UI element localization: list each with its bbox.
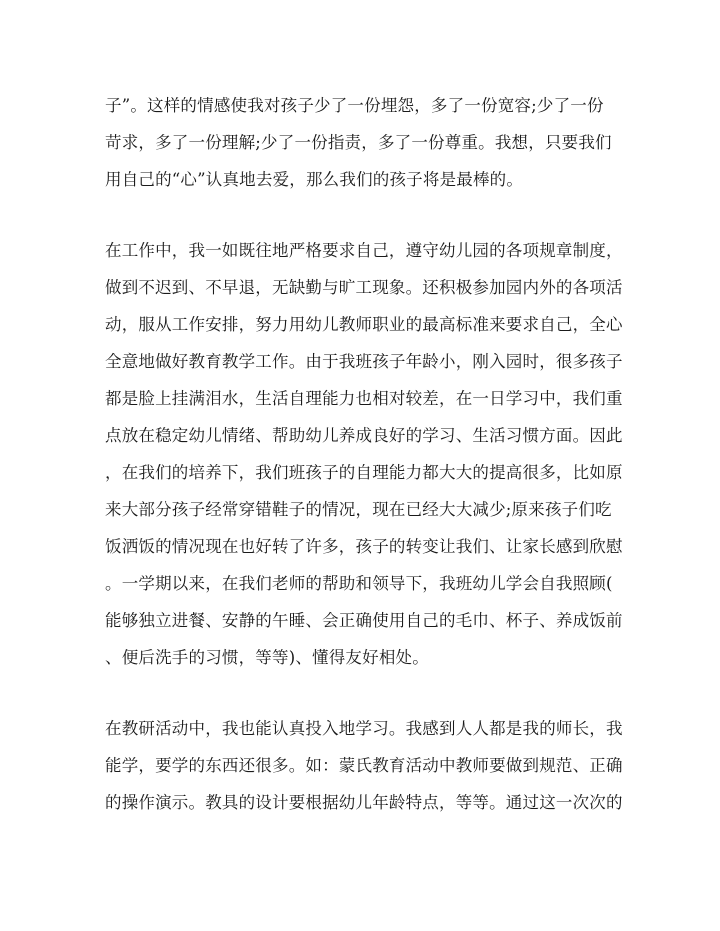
- paragraph-1-line-1: 子”。这样的情感使我对孩子少了一份埋怨，多了一份宽容;少了一份: [105, 96, 604, 115]
- paragraph-1-line-3: 用自己的“心”认真地去爱，那么我们的孩子将是最棒的。: [105, 170, 524, 189]
- paragraph-2-line-3: 动，服从工作安排，努力用幼儿教师职业的最高标准来要求自己，全心: [105, 315, 623, 334]
- paragraph-2-line-5: 都是脸上挂满泪水，生活自理能力也相对较差，在一日学习中，我们重: [105, 389, 623, 408]
- paragraph-2-line-1: 在工作中，我一如既往地严格要求自己，遵守幼儿园的各项规章制度，: [105, 241, 623, 260]
- paragraph-2-line-10: 。一学期以来，在我们老师的帮助和领导下，我班幼儿学会自我照顾(: [105, 574, 613, 593]
- paragraph-3-line-2: 能学，要学的东西还很多。如：蒙氏教育活动中教师要做到规范、正确: [105, 756, 623, 775]
- paragraph-2-line-2: 做到不迟到、不早退，无缺勤与旷工现象。还积极参加园内外的各项活: [105, 278, 623, 297]
- paragraph-1-line-2: 苛求，多了一份理解;少了一份指责，多了一份尊重。我想，只要我们: [105, 133, 612, 152]
- paragraph-2-line-4: 全意地做好教育教学工作。由于我班孩子年龄小，刚入园时，很多孩子: [105, 352, 623, 371]
- paragraph-2-line-9: 饭洒饭的情况现在也好转了许多，孩子的转变让我们、让家长感到欣慰: [105, 537, 623, 556]
- paragraph-2-line-6: 点放在稳定幼儿情绪、帮助幼儿养成良好的学习、生活习惯方面。因此: [105, 426, 623, 445]
- paragraph-2-line-7: ，在我们的培养下，我们班孩子的自理能力都大大的提高很多，比如原: [105, 463, 623, 482]
- paragraph-3-line-1: 在教研活动中，我也能认真投入地学习。我感到人人都是我的师长，我: [105, 719, 623, 738]
- paragraph-3-line-3: 的操作演示。教具的设计要根据幼儿年龄特点，等等。通过这一次次的: [105, 793, 623, 812]
- paragraph-2-line-12: 、便后洗手的习惯，等等)、懂得友好相处。: [105, 648, 429, 667]
- paragraph-2-line-8: 来大部分孩子经常穿错鞋子的情况，现在已经大大减少;原来孩子们吃: [105, 500, 612, 519]
- paragraph-2-line-11: 能够独立进餐、安静的午睡、会正确使用自己的毛巾、杯子、养成饭前: [105, 611, 623, 630]
